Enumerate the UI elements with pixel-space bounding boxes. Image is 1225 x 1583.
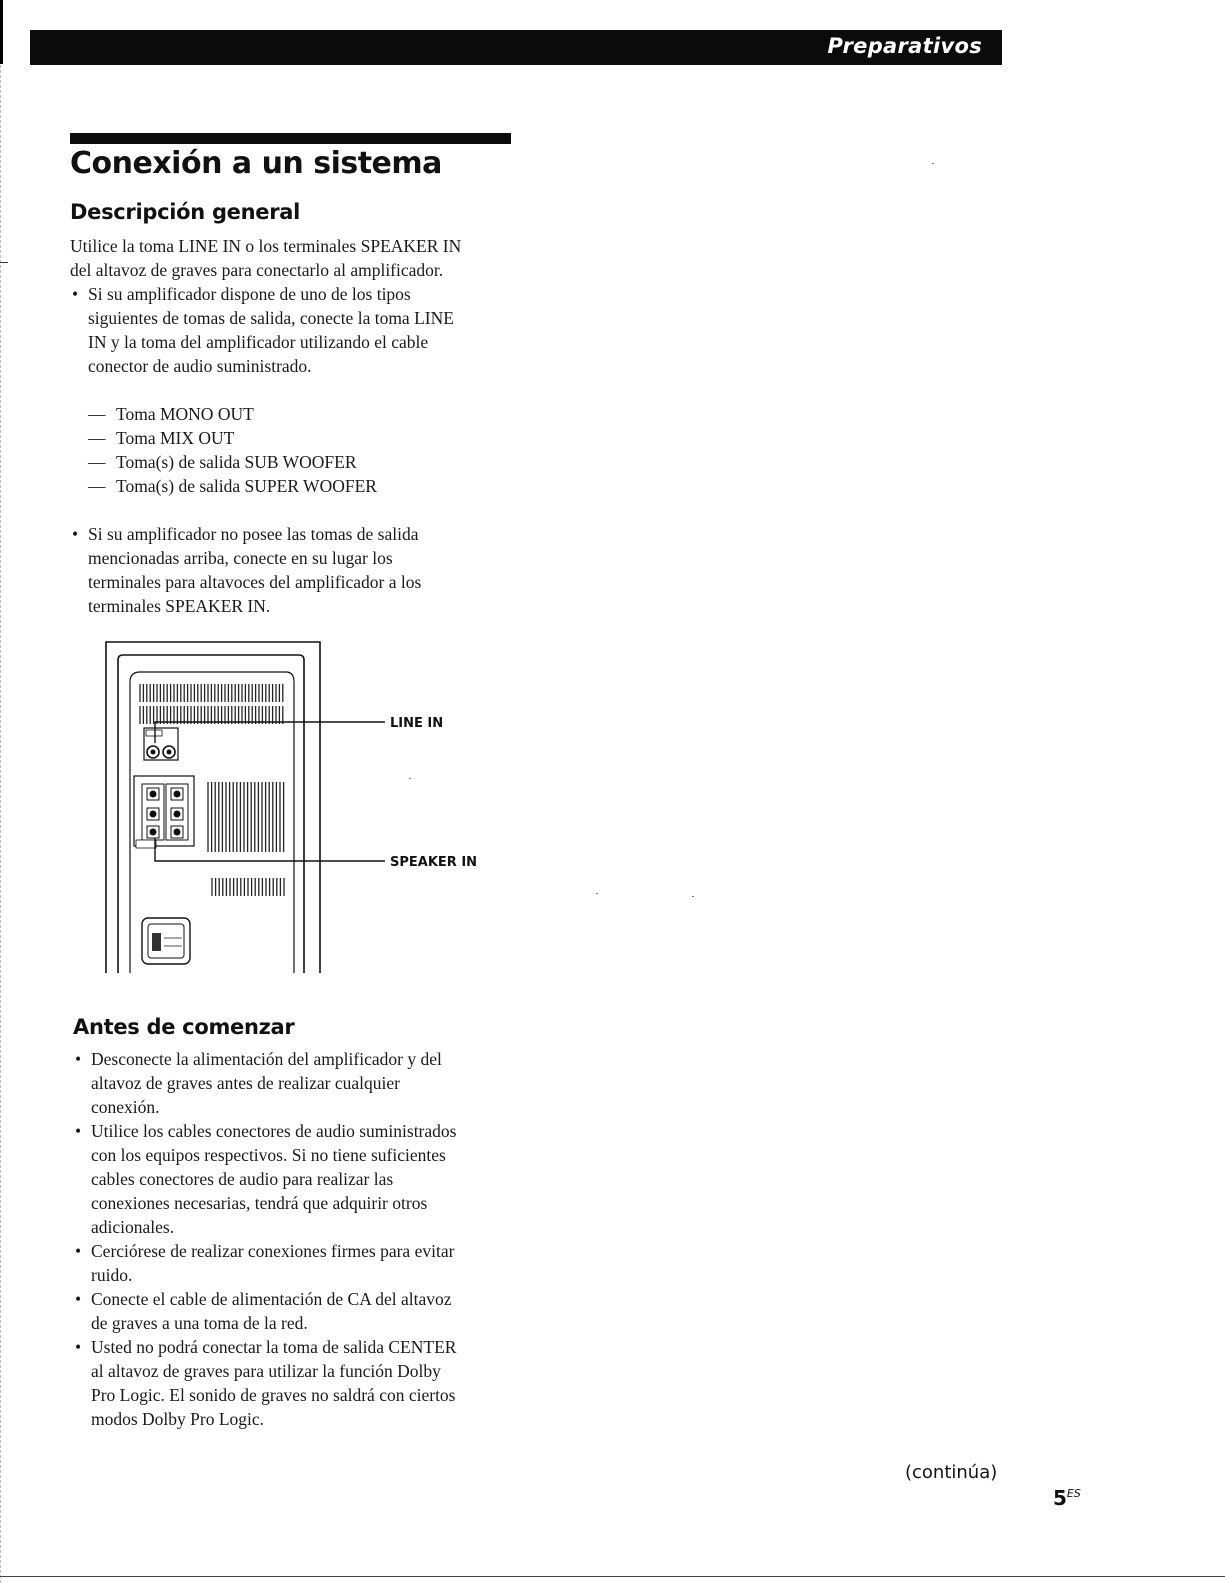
header-bar <box>30 30 1002 65</box>
list-item <box>73 1239 533 1287</box>
dash-icon: — <box>88 452 106 472</box>
vent-grille <box>208 782 284 852</box>
text-line: conector de audio suministrado. <box>88 356 312 376</box>
text-line: altavoz de graves antes de realizar cualquier <box>91 1073 400 1093</box>
text-line: mencionadas arriba, conecte en su lugar los <box>88 548 393 568</box>
text-line: Usted no podrá conectar la toma de salida CENTER <box>91 1337 457 1357</box>
power-switch <box>142 918 190 964</box>
list-item-text: Toma(s) de salida SUB WOOFER <box>116 452 357 472</box>
terminal-screw <box>150 811 156 817</box>
bullet-icon: • <box>75 1337 82 1357</box>
list-item <box>73 1335 533 1431</box>
text-line: Si su amplificador no posee las tomas de salida <box>88 524 419 544</box>
list-item <box>70 522 510 618</box>
bullet-icon: • <box>75 1289 82 1309</box>
text-line: Conecte el cable de alimentación de CA del altavoz <box>91 1289 452 1309</box>
scan-speck <box>692 896 694 897</box>
list-item <box>88 474 377 498</box>
terminal-screw <box>174 811 180 817</box>
list-item <box>73 1047 533 1119</box>
speaker-in-label: SPEAKER IN <box>390 855 478 870</box>
bullet-icon: • <box>72 284 79 304</box>
list-item <box>88 450 377 474</box>
page-left-edge <box>0 0 6 1583</box>
page-number <box>1053 1486 1081 1510</box>
section-rule <box>70 133 511 144</box>
text-line: Pro Logic. El sonido de graves no saldrá con ciertos <box>91 1385 456 1405</box>
text-line: Cerciórese de realizar conexiones firmes para evitar <box>91 1241 455 1261</box>
header-title: Preparativos <box>827 34 982 58</box>
text-line: terminales SPEAKER IN. <box>88 596 271 616</box>
text-line: siguientes de tomas de salida, conecte la toma LINE <box>88 308 454 328</box>
text-line: de graves a una toma de la red. <box>91 1313 308 1333</box>
text-line: Utilice los cables conectores de audio suministrados <box>91 1121 457 1141</box>
terminal-screw <box>150 791 156 797</box>
bullet-icon: • <box>72 524 79 544</box>
overview-heading: Descripción general <box>70 200 301 224</box>
text-line: IN y la toma del amplificador utilizando el cable <box>88 332 429 352</box>
list-item <box>88 426 377 450</box>
vent-grille <box>140 706 283 724</box>
dash-icon: — <box>88 476 106 496</box>
list-item-text: Toma MONO OUT <box>116 404 254 424</box>
list-item <box>88 402 377 426</box>
text-line: Desconecte la alimentación del amplificador y del <box>91 1049 442 1069</box>
text-line: adicionales. <box>91 1217 175 1237</box>
jack-icon <box>151 750 156 755</box>
crop-mark <box>0 0 3 64</box>
text-line: Si su amplificador dispone de uno de los tipos <box>88 284 411 304</box>
overview-bullet-list-2 <box>70 522 510 618</box>
list-item <box>73 1287 533 1335</box>
crop-mark <box>0 262 8 263</box>
text-line: conexiones necesarias, tendrá que adquirir otros <box>91 1193 428 1213</box>
text-line: del altavoz de graves para conectarlo al amplificador. <box>70 260 444 280</box>
section-title: Conexión a un sistema <box>70 146 442 181</box>
output-types-list <box>88 402 377 498</box>
continued-note: (continúa) <box>905 1462 998 1483</box>
scan-speck <box>932 163 934 164</box>
page-number-suffix: ES <box>1066 1487 1081 1500</box>
before-bullet-list <box>73 1047 533 1431</box>
speaker-terminals <box>134 776 194 848</box>
jack-icon <box>167 750 172 755</box>
overview-intro <box>70 234 510 282</box>
line-in-callout <box>155 722 385 743</box>
page-number-value: 5 <box>1053 1486 1067 1510</box>
terminal-screw <box>174 829 180 835</box>
terminal-screw <box>150 829 156 835</box>
text-line: con los equipos respectivos. Si no tiene suficientes <box>91 1145 446 1165</box>
vent-grille <box>140 684 283 702</box>
bullet-icon: • <box>75 1049 82 1069</box>
line-in-jacks <box>144 728 178 760</box>
text-line: cables conectores de audio para realizar las <box>91 1169 394 1189</box>
vent-grille <box>212 878 284 896</box>
dash-icon: — <box>88 428 106 448</box>
terminal-screw <box>174 791 180 797</box>
text-line: al altavoz de graves para utilizar la función Dolby <box>91 1361 441 1381</box>
page-bottom-edge <box>0 1576 1225 1577</box>
scan-speck <box>409 778 411 779</box>
overview-bullet-list-1 <box>70 282 510 378</box>
list-item-text: Toma(s) de salida SUPER WOOFER <box>116 476 377 496</box>
scan-speck <box>596 893 598 894</box>
list-item-text: Toma MIX OUT <box>116 428 235 448</box>
bullet-icon: • <box>75 1241 82 1261</box>
dash-icon: — <box>88 404 106 424</box>
before-heading: Antes de comenzar <box>73 1015 295 1039</box>
text-line: ruido. <box>91 1265 133 1285</box>
text-line: Utilice la toma LINE IN o los terminales SPEAKER IN <box>70 236 462 256</box>
text-line: modos Dolby Pro Logic. <box>91 1409 265 1429</box>
bullet-icon: • <box>75 1121 82 1141</box>
list-item <box>70 282 510 378</box>
subwoofer-rear-panel-diagram <box>100 638 520 983</box>
line-in-label: LINE IN <box>390 716 444 731</box>
text-line: terminales para altavoces del amplificador a los <box>88 572 422 592</box>
list-item <box>73 1119 533 1239</box>
text-line: conexión. <box>91 1097 160 1117</box>
